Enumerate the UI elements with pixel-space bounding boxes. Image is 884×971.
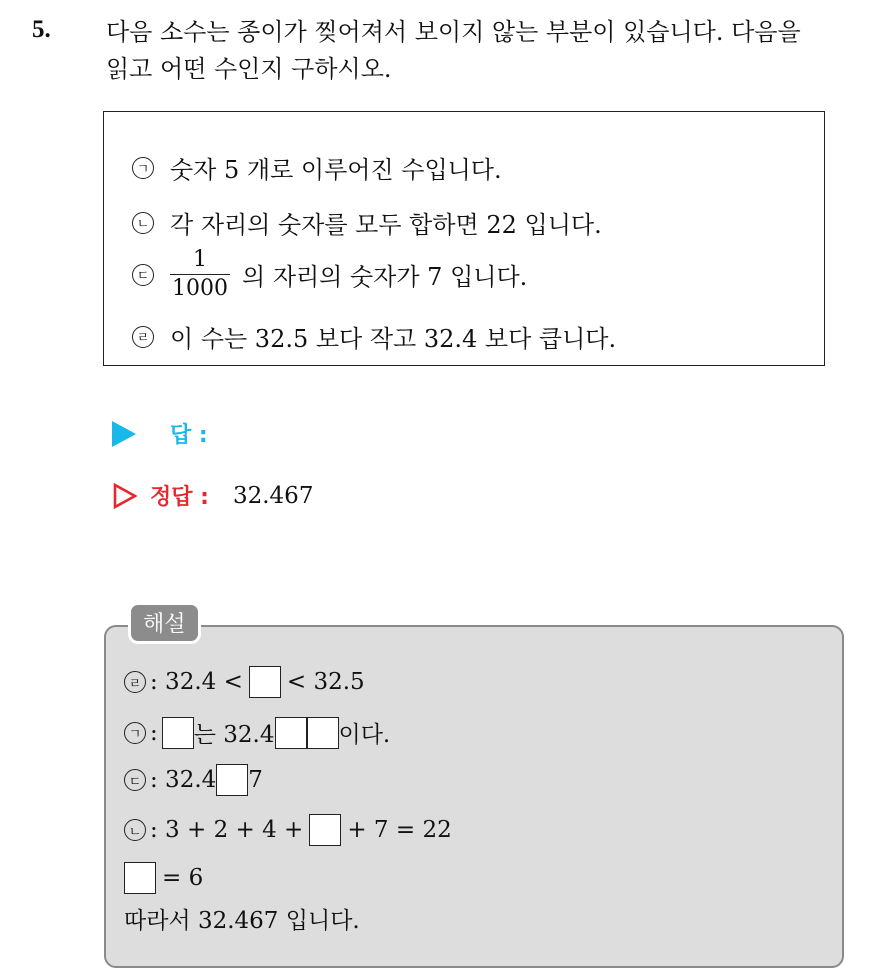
correct-answer-label: 정답 : bbox=[150, 485, 209, 510]
answer-row bbox=[112, 418, 208, 449]
expl-text: : 32.4 < bbox=[150, 669, 243, 695]
circled-marker-icon: ㄴ bbox=[124, 819, 146, 841]
blank-box bbox=[124, 862, 156, 894]
condition-text: 각 자리의 숫자를 모두 합하면 22 입니다. bbox=[170, 211, 602, 239]
condition-4 bbox=[132, 319, 616, 354]
circled-marker-icon: ㄷ bbox=[132, 264, 154, 286]
explanation-conclusion bbox=[124, 902, 360, 935]
fraction-denominator: 1000 bbox=[172, 276, 228, 301]
condition-2 bbox=[132, 205, 602, 240]
blank-box bbox=[309, 814, 341, 846]
question-line-1: 다음 소수는 종이가 찢어져서 보이지 않는 부분이 있습니다. 다음을 bbox=[106, 18, 801, 46]
circled-marker-icon: ㄱ bbox=[124, 722, 146, 744]
expl-text: : 3 + 2 + 4 + bbox=[150, 817, 304, 843]
condition-1 bbox=[132, 150, 502, 185]
expl-text: < 32.5 bbox=[286, 669, 365, 695]
expl-text: : bbox=[150, 719, 158, 746]
explanation-tag: 해설 bbox=[128, 602, 201, 644]
blank-box bbox=[162, 717, 194, 749]
expl-text: 는 32.4 bbox=[193, 722, 275, 748]
expl-text: = 6 bbox=[162, 865, 204, 891]
blank-box bbox=[275, 717, 307, 749]
circled-marker-icon: ㄹ bbox=[124, 671, 146, 693]
explanation-line-2 bbox=[124, 716, 390, 749]
question-number: 5. bbox=[32, 16, 51, 43]
explanation-line-4 bbox=[124, 814, 452, 846]
play-arrow-icon bbox=[112, 421, 136, 447]
circled-marker-icon: ㄹ bbox=[132, 326, 154, 348]
explanation-line-3 bbox=[124, 764, 263, 796]
blank-box bbox=[249, 666, 281, 698]
expl-text: 이다. bbox=[338, 722, 391, 748]
question-line-2: 읽고 어떤 수인지 구하시오. bbox=[106, 55, 392, 83]
correct-answer-row bbox=[112, 480, 313, 511]
conditions-box bbox=[103, 111, 825, 366]
circled-marker-icon: ㄴ bbox=[132, 212, 154, 234]
blank-box bbox=[216, 764, 248, 796]
fraction-numerator: 1 bbox=[193, 247, 207, 272]
blank-box bbox=[307, 717, 339, 749]
question-text bbox=[106, 14, 866, 88]
condition-text: 이 수는 32.5 보다 작고 32.4 보다 큽니다. bbox=[170, 325, 617, 353]
correct-answer-value: 32.467 bbox=[232, 482, 314, 509]
answer-label: 답 : bbox=[170, 423, 208, 448]
condition-text: 의 자리의 숫자가 7 입니다. bbox=[242, 263, 528, 291]
expl-text: + 7 = 22 bbox=[347, 817, 452, 843]
outline-arrow-icon bbox=[112, 483, 138, 509]
circled-marker-icon: ㄱ bbox=[132, 157, 154, 179]
circled-marker-icon: ㄷ bbox=[124, 769, 146, 791]
condition-3 bbox=[132, 246, 527, 303]
explanation-line-1 bbox=[124, 666, 365, 698]
explanation-line-5 bbox=[124, 862, 203, 894]
condition-text: 숫자 5 개로 이루어진 수입니다. bbox=[170, 156, 502, 184]
fraction bbox=[170, 246, 230, 303]
expl-text: 따라서 32.467 입니다. bbox=[124, 908, 360, 934]
expl-text: : 32.4 bbox=[150, 767, 217, 793]
expl-text: 7 bbox=[248, 767, 263, 793]
